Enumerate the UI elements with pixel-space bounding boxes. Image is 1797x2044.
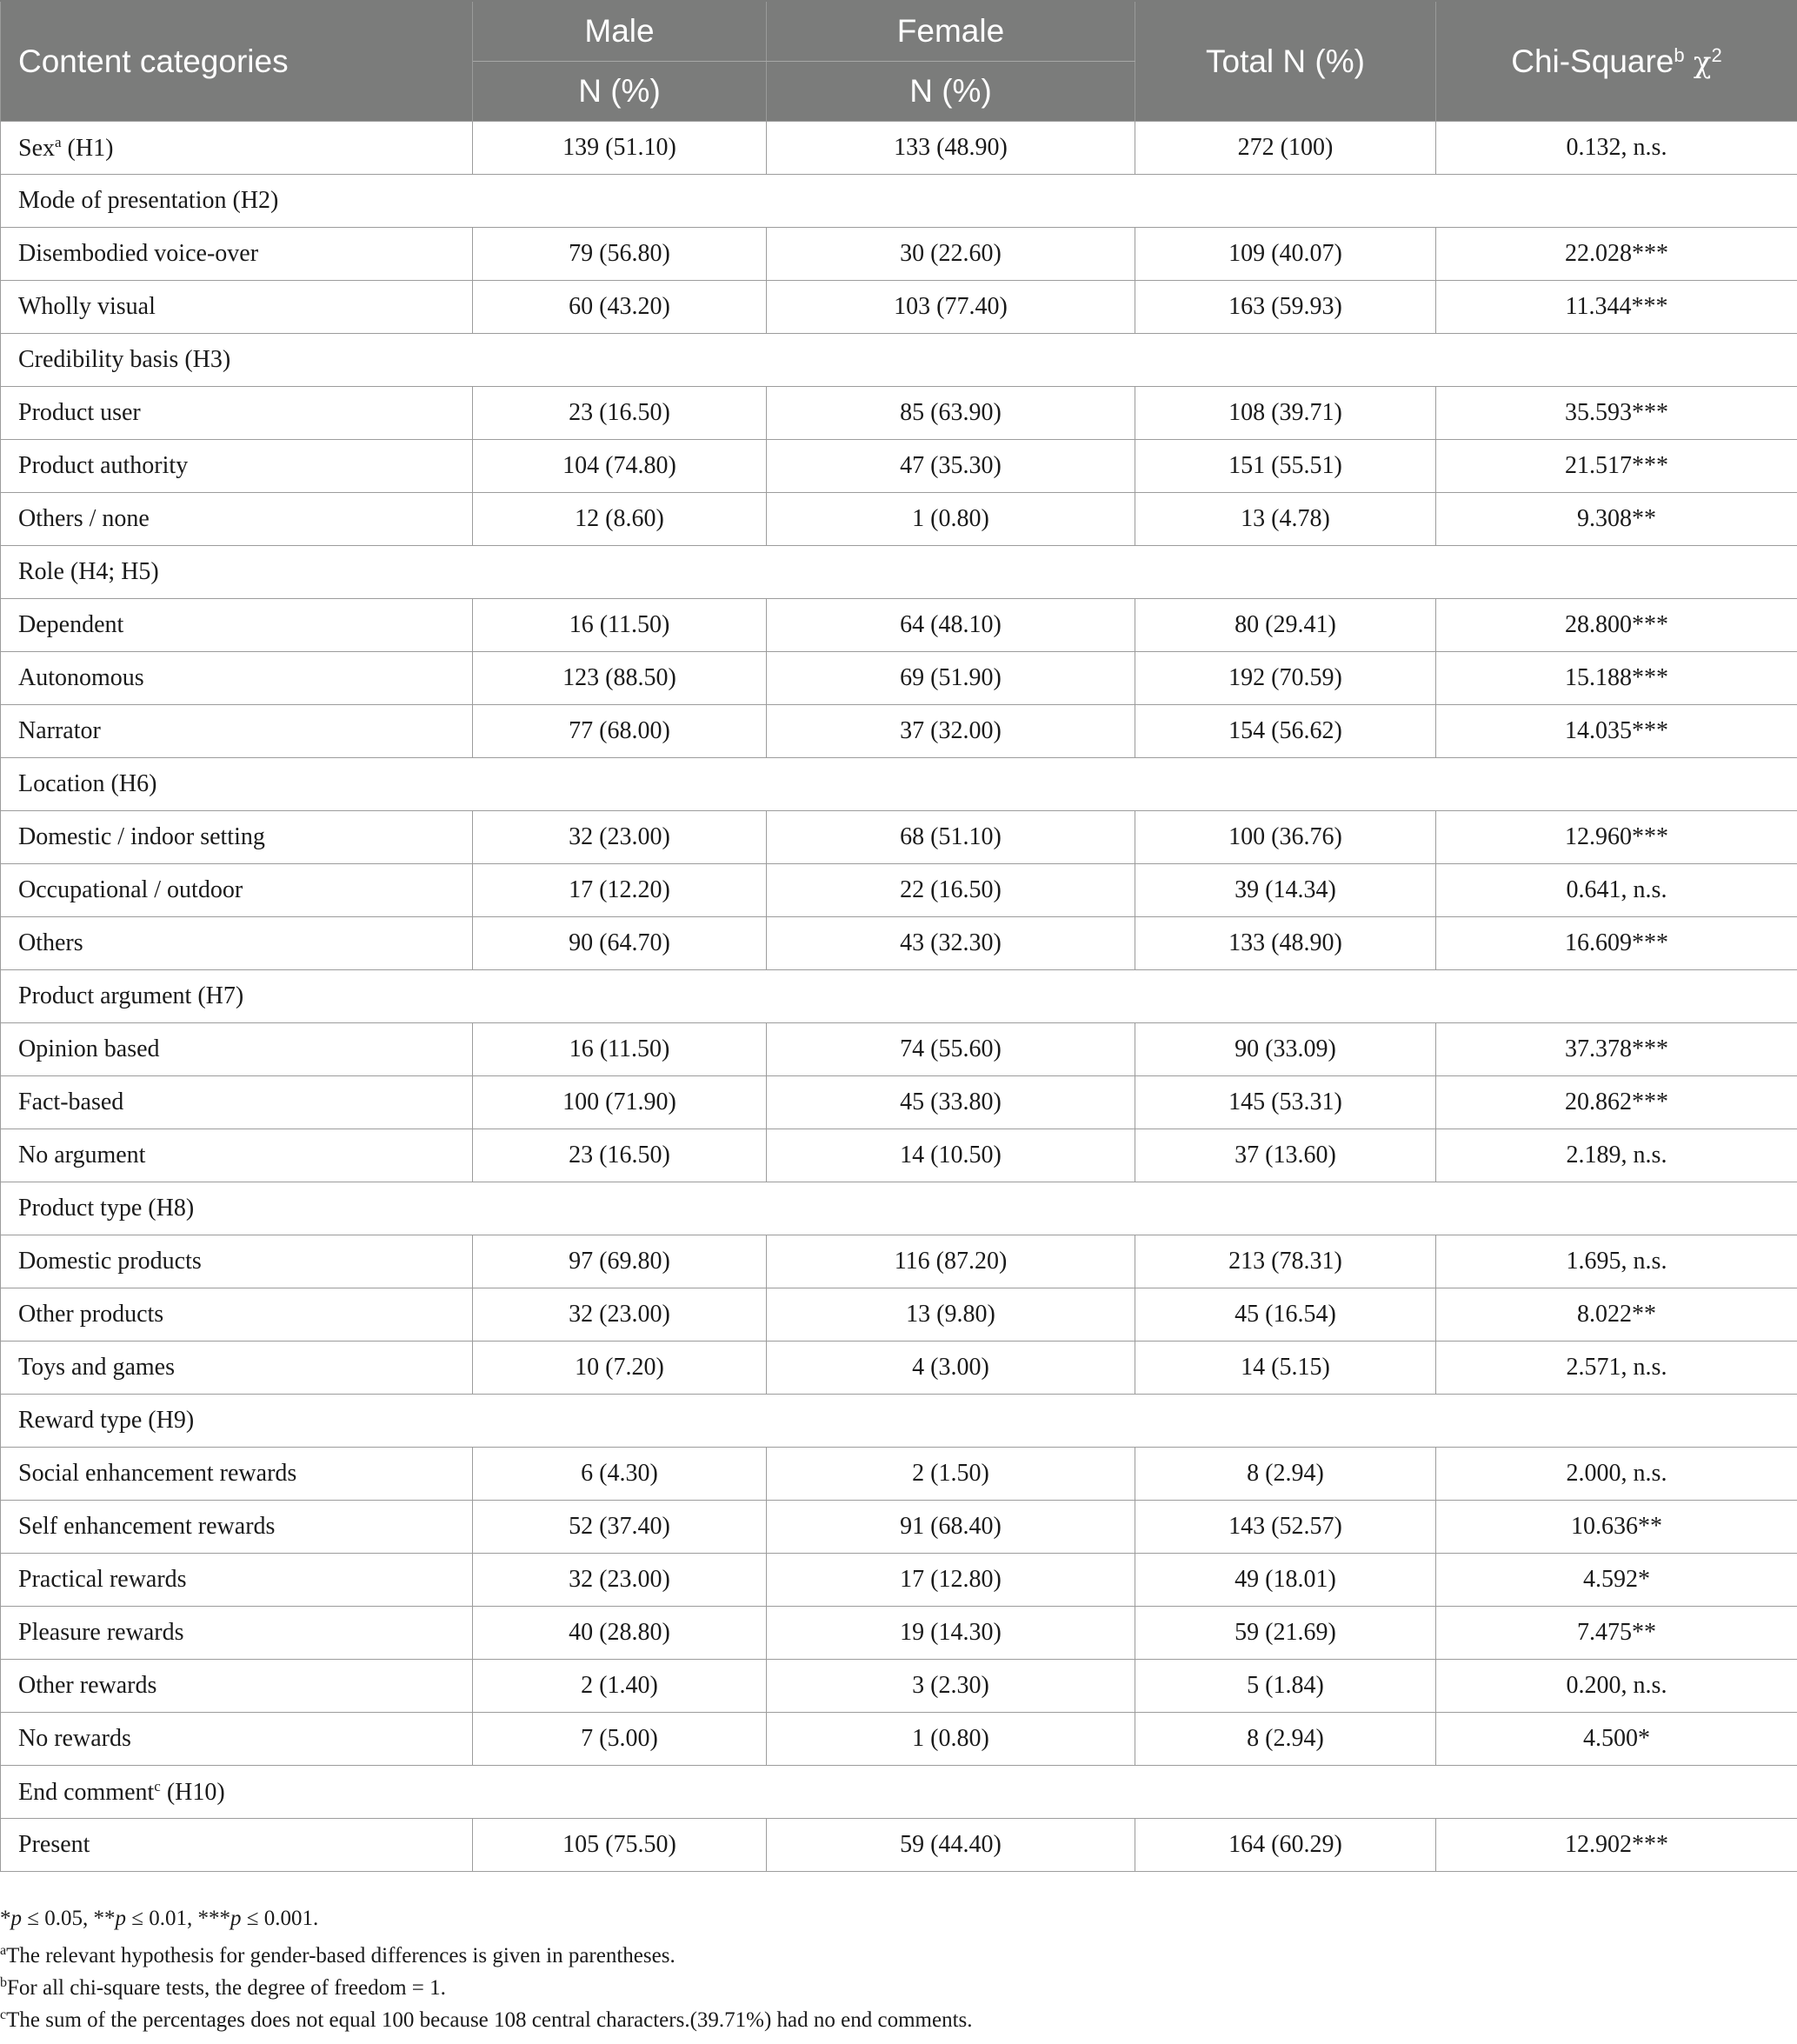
row-label: Opinion based xyxy=(1,1023,473,1076)
chi-square-cell: 21.517*** xyxy=(1436,440,1797,493)
empty-cell xyxy=(473,175,767,228)
footnote-c: $^c$The sum of the percentages does not equal 100 because 108 central characters.(39.71%) had no end comments. xyxy=(0,2007,973,2032)
empty-cell xyxy=(767,970,1135,1023)
total-count-cell: 109 (40.07) xyxy=(1135,228,1436,281)
row-label: Domestic products xyxy=(1,1235,473,1288)
table-row xyxy=(1,864,1797,917)
total-count-cell: 100 (36.76) xyxy=(1135,811,1436,864)
female-count-cell: 2 (1.50) xyxy=(767,1448,1135,1501)
female-count-cell: 133 (48.90) xyxy=(767,122,1135,175)
category-row xyxy=(1,758,1797,811)
empty-cell xyxy=(767,1766,1135,1819)
row-label: Product user xyxy=(1,387,473,440)
empty-cell xyxy=(1135,334,1436,387)
header-content-categories: Content categories xyxy=(1,1,473,122)
male-count-cell: 123 (88.50) xyxy=(473,652,767,705)
row-label: Others / none xyxy=(1,493,473,546)
female-count-cell: 103 (77.40) xyxy=(767,281,1135,334)
empty-cell xyxy=(1436,175,1797,228)
male-count-cell: 100 (71.90) xyxy=(473,1076,767,1129)
header-chi-exponent: 2 xyxy=(1711,43,1722,66)
empty-cell xyxy=(1436,334,1797,387)
chi-square-cell: 9.308** xyxy=(1436,493,1797,546)
table-row xyxy=(1,705,1797,758)
total-count-cell: 143 (52.57) xyxy=(1135,1501,1436,1554)
table-row xyxy=(1,1554,1797,1607)
category-row xyxy=(1,1182,1797,1235)
female-count-cell: 85 (63.90) xyxy=(767,387,1135,440)
total-count-cell: 45 (16.54) xyxy=(1135,1288,1436,1342)
chi-square-cell: 2.571, n.s. xyxy=(1436,1342,1797,1395)
chi-square-cell: 10.636** xyxy=(1436,1501,1797,1554)
male-count-cell: 79 (56.80) xyxy=(473,228,767,281)
female-count-cell: 37 (32.00) xyxy=(767,705,1135,758)
chi-square-cell: 8.022** xyxy=(1436,1288,1797,1342)
total-count-cell: 59 (21.69) xyxy=(1135,1607,1436,1660)
empty-cell xyxy=(1135,970,1436,1023)
empty-cell xyxy=(1436,1766,1797,1819)
male-count-cell: 139 (51.10) xyxy=(473,122,767,175)
row-label: Other products xyxy=(1,1288,473,1342)
female-count-cell: 68 (51.10) xyxy=(767,811,1135,864)
female-count-cell: 4 (3.00) xyxy=(767,1342,1135,1395)
category-label: Product argument (H7) xyxy=(1,970,473,1023)
chi-square-cell: 16.609*** xyxy=(1436,917,1797,970)
table-row xyxy=(1,599,1797,652)
male-count-cell: 10 (7.20) xyxy=(473,1342,767,1395)
female-count-cell: 47 (35.30) xyxy=(767,440,1135,493)
total-count-cell: 13 (4.78) xyxy=(1135,493,1436,546)
empty-cell xyxy=(1436,1395,1797,1448)
row-label: Self enhancement rewards xyxy=(1,1501,473,1554)
female-count-cell: 14 (10.50) xyxy=(767,1129,1135,1182)
table-row xyxy=(1,440,1797,493)
category-row xyxy=(1,175,1797,228)
table-row xyxy=(1,228,1797,281)
empty-cell xyxy=(1135,546,1436,599)
female-count-cell: 3 (2.30) xyxy=(767,1660,1135,1713)
male-count-cell: 77 (68.00) xyxy=(473,705,767,758)
header-chi-square xyxy=(1436,1,1797,122)
chi-square-cell: 35.593*** xyxy=(1436,387,1797,440)
male-count-cell: 16 (11.50) xyxy=(473,599,767,652)
chi-square-cell: 12.960*** xyxy=(1436,811,1797,864)
row-label: No argument xyxy=(1,1129,473,1182)
empty-cell xyxy=(473,758,767,811)
total-count-cell: 49 (18.01) xyxy=(1135,1554,1436,1607)
row-label: Narrator xyxy=(1,705,473,758)
row-label: Domestic / indoor setting xyxy=(1,811,473,864)
table-row xyxy=(1,1288,1797,1342)
category-label: Role (H4; H5) xyxy=(1,546,473,599)
total-count-cell: 8 (2.94) xyxy=(1135,1448,1436,1501)
category-row xyxy=(1,334,1797,387)
category-label: Product type (H8) xyxy=(1,1182,473,1235)
total-count-cell: 90 (33.09) xyxy=(1135,1023,1436,1076)
male-count-cell: 40 (28.80) xyxy=(473,1607,767,1660)
header-male: Male xyxy=(473,1,767,62)
empty-cell xyxy=(1436,546,1797,599)
row-label: Fact-based xyxy=(1,1076,473,1129)
total-count-cell: 80 (29.41) xyxy=(1135,599,1436,652)
female-count-cell: 45 (33.80) xyxy=(767,1076,1135,1129)
category-row xyxy=(1,1766,1797,1819)
empty-cell xyxy=(473,1182,767,1235)
empty-cell xyxy=(1436,970,1797,1023)
male-count-cell: 16 (11.50) xyxy=(473,1023,767,1076)
empty-cell xyxy=(767,1395,1135,1448)
table-row xyxy=(1,1129,1797,1182)
male-count-cell: 52 (37.40) xyxy=(473,1501,767,1554)
table-row xyxy=(1,1819,1797,1872)
empty-cell xyxy=(1436,1182,1797,1235)
empty-cell xyxy=(767,334,1135,387)
footnote-significance: *p ≤ 0.05, **p ≤ 0.01, ***p ≤ 0.001. xyxy=(0,1907,319,1930)
row-label: Other rewards xyxy=(1,1660,473,1713)
table-row xyxy=(1,1660,1797,1713)
total-count-cell: 164 (60.29) xyxy=(1135,1819,1436,1872)
table-row xyxy=(1,1607,1797,1660)
total-count-cell: 8 (2.94) xyxy=(1135,1713,1436,1766)
footnote-a: $^a$The relevant hypothesis for gender-based differences is given in parentheses. xyxy=(0,1943,676,1967)
empty-cell xyxy=(473,334,767,387)
empty-cell xyxy=(473,970,767,1023)
category-label: Reward type (H9) xyxy=(1,1395,473,1448)
male-count-cell: 23 (16.50) xyxy=(473,387,767,440)
total-count-cell: 154 (56.62) xyxy=(1135,705,1436,758)
total-count-cell: 39 (14.34) xyxy=(1135,864,1436,917)
male-count-cell: 60 (43.20) xyxy=(473,281,767,334)
female-count-cell: 1 (0.80) xyxy=(767,493,1135,546)
male-count-cell: 32 (23.00) xyxy=(473,1554,767,1607)
female-count-cell: 64 (48.10) xyxy=(767,599,1135,652)
total-count-cell: 213 (78.31) xyxy=(1135,1235,1436,1288)
chi-square-cell: 2.189, n.s. xyxy=(1436,1129,1797,1182)
chi-square-cell: 1.695, n.s. xyxy=(1436,1235,1797,1288)
male-count-cell: 105 (75.50) xyxy=(473,1819,767,1872)
chi-square-cell: 11.344*** xyxy=(1436,281,1797,334)
female-count-cell: 1 (0.80) xyxy=(767,1713,1135,1766)
empty-cell xyxy=(1135,1766,1436,1819)
empty-cell xyxy=(767,758,1135,811)
row-label: Wholly visual xyxy=(1,281,473,334)
empty-cell xyxy=(767,175,1135,228)
total-count-cell: 37 (13.60) xyxy=(1135,1129,1436,1182)
chi-square-cell: 4.500* xyxy=(1436,1713,1797,1766)
category-row xyxy=(1,1395,1797,1448)
chi-square-cell: 0.641, n.s. xyxy=(1436,864,1797,917)
chi-square-cell: 15.188*** xyxy=(1436,652,1797,705)
total-count-cell: 5 (1.84) xyxy=(1135,1660,1436,1713)
header-female-sub: N (%) xyxy=(767,62,1135,122)
chi-square-cell: 2.000, n.s. xyxy=(1436,1448,1797,1501)
female-count-cell: 43 (32.30) xyxy=(767,917,1135,970)
male-count-cell: 104 (74.80) xyxy=(473,440,767,493)
row-label: Practical rewards xyxy=(1,1554,473,1607)
male-count-cell: 7 (5.00) xyxy=(473,1713,767,1766)
empty-cell xyxy=(1436,758,1797,811)
empty-cell xyxy=(473,546,767,599)
row-label: Others xyxy=(1,917,473,970)
chi-square-cell: 7.475** xyxy=(1436,1607,1797,1660)
male-count-cell: 17 (12.20) xyxy=(473,864,767,917)
category-label: Credibility basis (H3) xyxy=(1,334,473,387)
row-label: Social enhancement rewards xyxy=(1,1448,473,1501)
category-row xyxy=(1,546,1797,599)
female-count-cell: 13 (9.80) xyxy=(767,1288,1135,1342)
header-chi-footnote: b xyxy=(1674,43,1685,66)
table-row xyxy=(1,1076,1797,1129)
female-count-cell: 17 (12.80) xyxy=(767,1554,1135,1607)
row-label: Present xyxy=(1,1819,473,1872)
empty-cell xyxy=(1135,1395,1436,1448)
empty-cell xyxy=(1135,1182,1436,1235)
female-count-cell: 74 (55.60) xyxy=(767,1023,1135,1076)
empty-cell xyxy=(473,1395,767,1448)
header-chi-label: Chi-Square xyxy=(1511,43,1674,79)
header-total: Total N (%) xyxy=(1135,1,1436,122)
table-body xyxy=(1,122,1797,1872)
table-row xyxy=(1,493,1797,546)
total-count-cell: 163 (59.93) xyxy=(1135,281,1436,334)
chi-square-cell: 28.800*** xyxy=(1436,599,1797,652)
male-count-cell: 32 (23.00) xyxy=(473,1288,767,1342)
row-label: Sex$^a$ (H1) xyxy=(1,122,473,175)
empty-cell xyxy=(767,1182,1135,1235)
table-row xyxy=(1,387,1797,440)
row-label: Product authority xyxy=(1,440,473,493)
female-count-cell: 19 (14.30) xyxy=(767,1607,1135,1660)
table-row xyxy=(1,1023,1797,1076)
empty-cell xyxy=(473,1766,767,1819)
table-row xyxy=(1,1342,1797,1395)
row-label: Toys and games xyxy=(1,1342,473,1395)
chi-square-cell: 0.200, n.s. xyxy=(1436,1660,1797,1713)
male-count-cell: 90 (64.70) xyxy=(473,917,767,970)
female-count-cell: 22 (16.50) xyxy=(767,864,1135,917)
table-row xyxy=(1,1448,1797,1501)
row-label: Occupational / outdoor xyxy=(1,864,473,917)
table-row xyxy=(1,1235,1797,1288)
footnote-b: $^b$For all chi-square tests, the degree of freedom = 1. xyxy=(0,1975,446,2000)
empty-cell xyxy=(767,546,1135,599)
male-count-cell: 97 (69.80) xyxy=(473,1235,767,1288)
male-count-cell: 12 (8.60) xyxy=(473,493,767,546)
total-count-cell: 192 (70.59) xyxy=(1135,652,1436,705)
chi-square-cell: 20.862*** xyxy=(1436,1076,1797,1129)
row-label: No rewards xyxy=(1,1713,473,1766)
row-label: Dependent xyxy=(1,599,473,652)
table-row xyxy=(1,122,1797,175)
row-label: Disembodied voice-over xyxy=(1,228,473,281)
total-count-cell: 133 (48.90) xyxy=(1135,917,1436,970)
male-count-cell: 32 (23.00) xyxy=(473,811,767,864)
female-count-cell: 30 (22.60) xyxy=(767,228,1135,281)
male-count-cell: 23 (16.50) xyxy=(473,1129,767,1182)
chi-square-cell: 14.035*** xyxy=(1436,705,1797,758)
total-count-cell: 108 (39.71) xyxy=(1135,387,1436,440)
chi-square-cell: 0.132, n.s. xyxy=(1436,122,1797,175)
female-count-cell: 91 (68.40) xyxy=(767,1501,1135,1554)
table-footnotes xyxy=(0,1902,1797,2031)
male-count-cell: 6 (4.30) xyxy=(473,1448,767,1501)
table-row xyxy=(1,1713,1797,1766)
chi-square-cell: 12.902*** xyxy=(1436,1819,1797,1872)
male-count-cell: 2 (1.40) xyxy=(473,1660,767,1713)
header-male-sub: N (%) xyxy=(473,62,767,122)
table-row xyxy=(1,811,1797,864)
table-header xyxy=(1,1,1797,122)
total-count-cell: 272 (100) xyxy=(1135,122,1436,175)
row-label: Autonomous xyxy=(1,652,473,705)
category-row xyxy=(1,970,1797,1023)
table-row xyxy=(1,1501,1797,1554)
header-chi-symbol: χ xyxy=(1693,44,1712,80)
table-row xyxy=(1,281,1797,334)
chi-square-cell: 4.592* xyxy=(1436,1554,1797,1607)
female-count-cell: 69 (51.90) xyxy=(767,652,1135,705)
total-count-cell: 151 (55.51) xyxy=(1135,440,1436,493)
empty-cell xyxy=(1135,175,1436,228)
row-label: Pleasure rewards xyxy=(1,1607,473,1660)
total-count-cell: 145 (53.31) xyxy=(1135,1076,1436,1129)
chi-square-cell: 37.378*** xyxy=(1436,1023,1797,1076)
category-label: Location (H6) xyxy=(1,758,473,811)
table-row xyxy=(1,652,1797,705)
female-count-cell: 116 (87.20) xyxy=(767,1235,1135,1288)
empty-cell xyxy=(1135,758,1436,811)
total-count-cell: 14 (5.15) xyxy=(1135,1342,1436,1395)
chi-square-cell: 22.028*** xyxy=(1436,228,1797,281)
female-count-cell: 59 (44.40) xyxy=(767,1819,1135,1872)
category-label: Mode of presentation (H2) xyxy=(1,175,473,228)
header-female: Female xyxy=(767,1,1135,62)
table-row xyxy=(1,917,1797,970)
category-label: End comment$^c$ (H10) xyxy=(1,1766,473,1819)
